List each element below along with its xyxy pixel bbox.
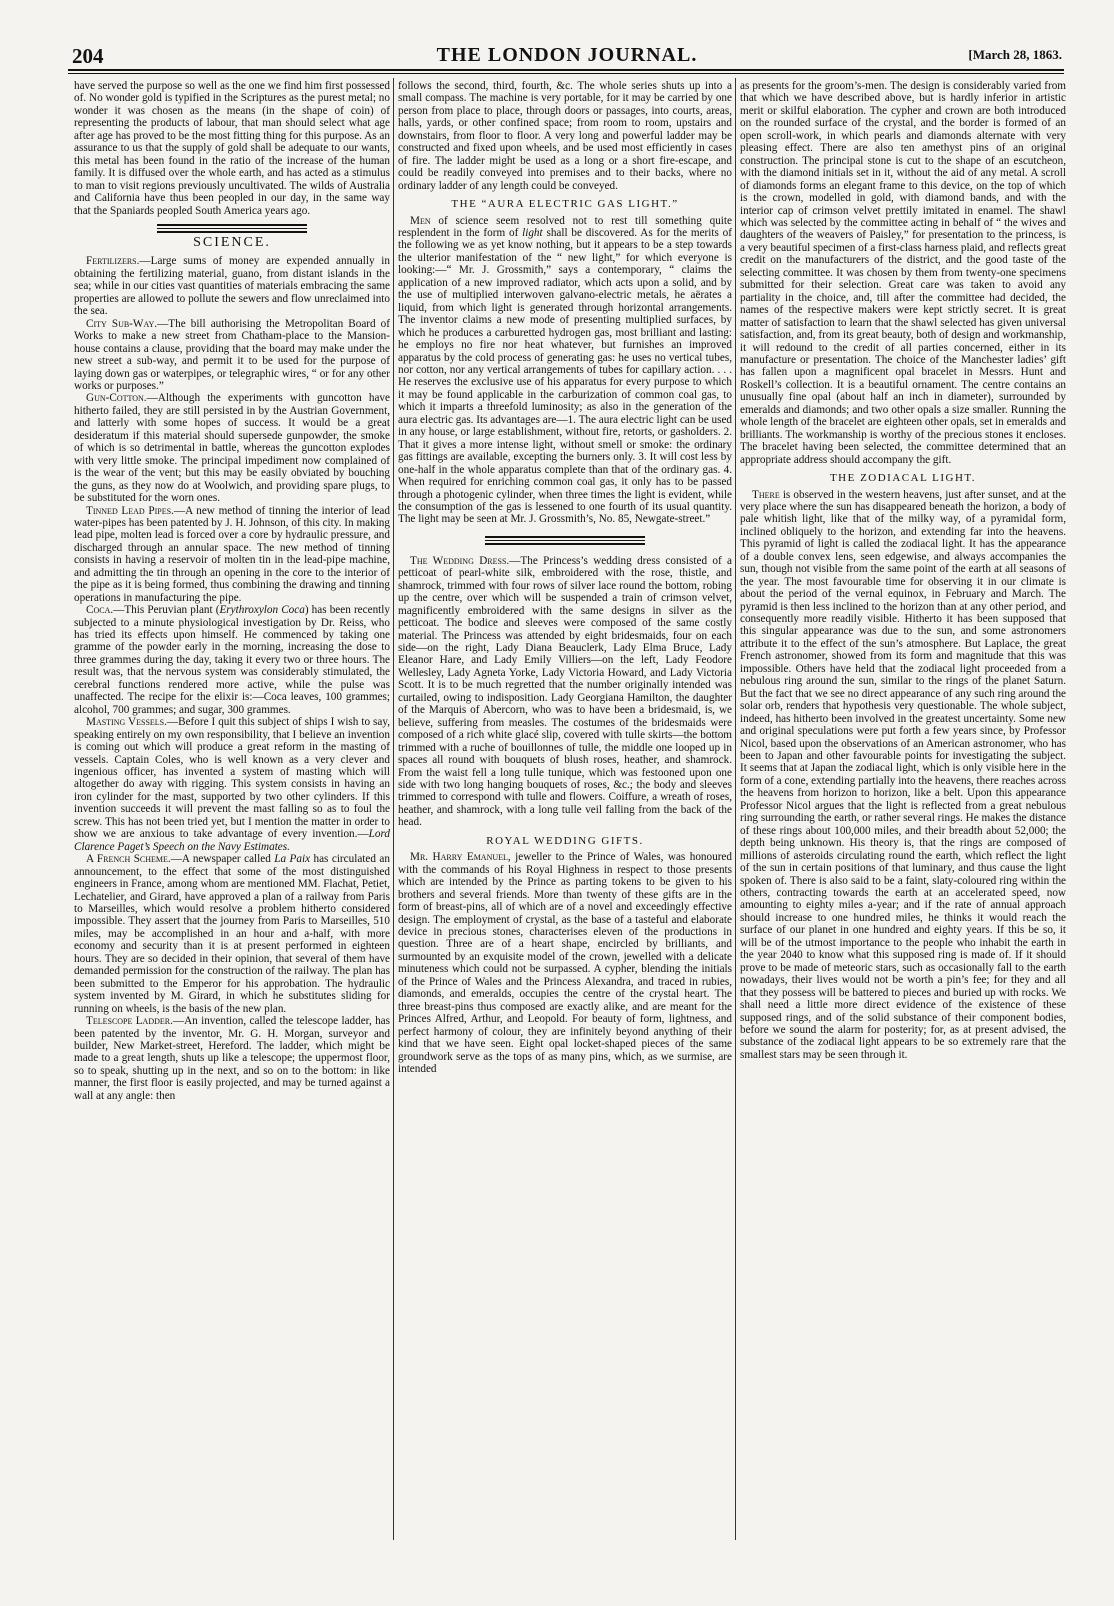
issue-date: [March 28, 1863. (968, 47, 1062, 62)
column-divider (735, 78, 736, 1540)
gold-article-continuation: have served the purpose so well as the one we find him first possessed of. No wonder gold is typified in the Scriptures as the purest metal; no wonder it was chosen as the means (in the shape of coin) of representing the products of labour, that man should select what age after age has proved to be the most fitting thing for this purpose. As an assurance to us that the supply of gold shall be adequate to our wants, this metal has been found in the ratio of the increase of the human family. It is diffused over the whole earth, and has acted as a stimulus to man to visit regions previously uncultivated. The wilds of Australia and California have thus been peopled in our day, in the same way that the Spaniards peopled South America years ago. (74, 80, 390, 217)
gifts-heading: ROYAL WEDDING GIFTS. (486, 834, 644, 847)
section-ornament-rule (485, 536, 645, 545)
subway-paragraph: City Sub-Way.—The bill authorising the Metropolitan Board of Works to make a new street from Chatham-place to the Mansion-house contains a clause, providing that the board may make under the new street a sub-way, and permit it to be used for the purpose of laying down gas or waterpipes, or telegraphic wires, “ or for any other works or purposes.” (74, 317, 390, 392)
science-heading: SCIENCE. (193, 234, 271, 250)
gifts-paragraph: Mr. Harry Emanuel, jeweller to the Prince of Wales, was honoured with the commands of his Royal Highness in respect to those presents which are intended by the Prince as parting tokens to be given to his brothers and several friends. More than twenty of these gifts are in the form of breast-pins, all of which are of a novel and exceedingly effective design. The employment of crystal, as the base of a tasteful and elaborate device in precious stones, characterises eleven of the productions in question. Three are of a heart shape, encircled by brilliants, and surmounted by an exquisite model of the crown, jewelled with a delicate minuteness which could not be surpassed. A cypher, blending the initials of the Prince of Wales and the Princess Alexandra, and traced in rubies, diamonds, and emeralds, occupies the centre of the crystal heart. The three breast-pins thus composed are exactly alike, and are meant for the Princes Alfred, Arthur, and Leopold. For beauty of form, lightness, and perfect harmony of colour, they are infinitely beyond anything of their kind that we have seen. Eight opal locket-shaped pieces of the same groundwork serve as the tops of as many pins, which, as we surmise, are intended (398, 851, 732, 1075)
header-rule-thin (68, 73, 1064, 74)
page-header (72, 44, 1062, 68)
column-2 (398, 80, 732, 1540)
zodiacal-heading: THE ZODIACAL LIGHT. (829, 472, 977, 485)
telescope-ladder-paragraph: Telescope Ladder.—An invention, called the telescope ladder, has been patented by the inventor, Mr. G. H. Morgan, surveyor and builder, New Market-street, Hereford. The ladder, which might be made to a great length, shuts up like a telescope; the uppermost floor, so to speak, shutting up in the next, and so on to the bottom: in like manner, the first floor is easily projected, and may be turned against a wall at any angle: then (74, 1015, 390, 1102)
french-scheme-paragraph: A French Scheme.—A newspaper called La Paix has circulated an announcement, to the effect that some of the most distinguished engineers in France, among whom are mentioned MM. Flachat, Petiet, Lechatelier, and Girard, have approved a plan of a railway from Paris to Marseilles, which would resolve a problem hitherto considered impossible. They assert that the journey from Paris to Marseilles, 510 miles, may be accomplished in an hour and a-half, with more economy and security than it is at present performed in eighteen hours. They are so decided in their opinion, that several of them have demanded permission for the construction of the railway. The plan has been submitted to the Emperor for his approbation. The hydraulic system invented by M. Girard, in which he substitutes sliding for running on wheels, is the basis of the new plan. (74, 853, 390, 1015)
fertilizers-paragraph: Fertilizers.—Large sums of money are expended annually in obtaining the fertilizing material, guano, from distant islands in the sea; while in our cities vast quantities of materials embracing the same properties are allowed to pollute the sewers and flow unreclaimed into the sea. (74, 255, 390, 318)
masting-paragraph: Masting Vessels.—Before I quit this subject of ships I wish to say, speaking entirely on my own responsibility, that I believe an invention is coming out which will produce a great reform in the masting of vessels. Captain Coles, who is well known as a very clever and ingenious officer, has invented a system of masting which will altogether do away with rigging. This system consists in having an iron cylinder for the mast, supported by two other cylinders. If this invention succeeds it will prevent the mast falling so as to foul the screw. This has not been tried yet, but I mention the matter in order to show we are anxious to take advantage of every invention.—Lord Clarence Paget’s Speech on the Navy Estimates. (74, 716, 390, 853)
section-ornament-rule (157, 224, 307, 233)
aura-heading: THE “AURA ELECTRIC GAS LIGHT.” (451, 198, 679, 211)
coca-paragraph: Coca.—This Peruvian plant (Erythroxylon Coca) has been recently subjected to a minute physiological investigation by Dr. Reiss, who has tried its effects upon himself. He commenced by taking one gramme of the powder early in the morning, increasing the dose to three grammes during the day, taking it every two or three hours. The result was, that the nervous system was considerably stimulated, the cerebral functions rendered more active, while the pulse was unaffected. The recipe for the elixir is:—Coca leaves, 100 grammes; alcohol, 700 grammes; and sugar, 300 grammes. (74, 604, 390, 716)
telescope-ladder-continuation: follows the second, third, fourth, &c. The whole series shuts up into a small compass. The machine is very portable, for it may be carried by one person from place to place, through doors or passages, into courts, areas, halls, yards, or other confined space; from room to room, upstairs and downstairs, from floor to floor. A very long and powerful ladder may be constructed and fixed upon wheels, and be used most efficiently in cases of fire. The ladder might be used as a long or a short fire-escape, and could be readily conveyed into premises and to their backs, where no ordinary ladder of any length could be conveyed. (398, 80, 732, 192)
journal-title: THE LONDON JOURNAL. (436, 44, 698, 66)
aura-paragraph: Men of science seem resolved not to rest till something quite resplendent in the form of light shall be discovered. As for the merits of the following we as yet know nothing, but it appears to be a step towards the ulterior manifestation of the “ new light,” for which everyone is looking:—“ Mr. J. Grossmith,” says a contemporary, “ claims the application of a new improved radiator, which acts upon a solid, and by the use of multiplied interwoven galvano-electric metals, he aërates a liquid, from which light is generated through horizontal arrangements. The inventor claims a new mode of presenting multiplied surfaces, by which he produces a carburetted hydrogen gas, most brilliant and lasting: he employs no fire nor heat whatever, but furnishes an improved apparatus by the cold process of generating gas: he uses no vertical tubes, nor cotton, nor any vertical arrangements of tubes for capillary action. . . . He reserves the exclusive use of his apparatus for every purpose to which it may be found applicable in the carburization of common coal gas, to which it imparts a threefold luminosity; as also in the generation of the aura electric gas. Its advantages are—1. The aura electric light can be used in any house, or large establishment, without fire, retorts, or gasholders. 2. That it gives a more intense light, without smell or smoke: the ordinary gas fittings are available, excepting the burners only. 3. It will cost less by one-half in the whole apparatus complete than that of the ordinary gas. 4. When required for enriching common coal gas, it only has to be passed through a photogenic cylinder, when three times the light is evident, while the consumption of the gas is lessened to one fourth of its usual quantity. The light may be seen at Mr. J. Grossmith’s, No. 85, Newgate-street.” (398, 214, 732, 526)
column-1 (74, 80, 390, 1540)
wedding-dress-paragraph: The Wedding Dress.—The Princess’s wedding dress consisted of a petticoat of pearl-white silk, embroidered with the rose, thistle, and shamrock, trimmed with four rows of silver lace round the bottom, robing up the centre, over which will be suspended a train of crimson velvet, magnificently embroidered with the same designs in silver as the petticoat. The bodice and sleeves were composed of the same costly material. The Princess was attended by eight bridesmaids, four on each side—on the right, Lady Diana Beauclerk, Lady Elma Bruce, Lady Eleanor Hare, and Lady Emily Villiers—on the left, Lady Feodore Wellesley, Lady Agneta Yorke, Lady Victoria Howard, and Lady Victoria Scott. It is to be much regretted that the number originally intended was curtailed, owing to indisposition. Lady Georgiana Hamilton, the daughter of the Marquis of Abercorn, who was to have been a bridesmaid, is, we believe, suffering from measles. The costumes of the bridesmaids were composed of a rich white glacé slip, covered with tulle skirts—the bottom trimmed with a ruche of bouillonnes of tulle, the middle one looped up in spaces all round with bouquets of blush roses, heather, and shamrock. From the waist fell a long tulle tunique, which was festooned upon one side with two long hanging bouquets of roses, &c.; the body and sleeves trimmed to correspond with tulle and flowers. Coiffure, a wreath of roses, heather, and shamrock, with a long tulle veil falling from the back of the head. (398, 554, 732, 829)
header-rule-thick (68, 69, 1064, 71)
column-divider (393, 78, 394, 1540)
guncotton-paragraph: Gun-Cotton.—Although the experiments with guncotton have hitherto failed, they are still persisted in by the Austrian Government, and latterly with some hopes of success. It would be a great desideratum if this material should supersede gunpowder, the smoke of which is so detrimental in battle, whereas the guncotton explodes with very little smoke. The principal impediment now complained of is the wear of the vent; but this may be easily obviated by bouching the guns, as they now do at Woolwich, and providing spare plugs, to be substituted for the worn ones. (74, 392, 390, 505)
page-number: 204 (72, 44, 104, 68)
gifts-continuation: as presents for the groom’s-men. The design is considerably varied from that which we have described above, but is hardly inferior in artistic merit or skilful elaboration. The cypher and crown are both introduced on the rounded surface of the crystal, and the border is formed of an open scroll-work, in which pearls and diamonds alternate with very pleasing effect. There are also ten amethyst pins of an original construction. The principal stone is cut to the shape of an escutcheon, with the diamond initials set in it, without the aid of any metal. A scroll of diamonds forms an elegant frame to this device, on the top of which is the crown, modelled in gold, with diamond bands, and with the interior cap of crimson velvet prettily imitated in enamel. The shawl which was selected by the committee acting in behalf of “ the wives and daughters of the weavers of Paisley,” for presentation to the princess, is a very beautiful specimen of a first-class harness plaid, and reflects great credit on the manufacturers of the district, and the good taste of the selecting committee. It was chosen by them from twenty-one specimens submitted for their selection. Great care was taken to avoid any partiality in the choice, and, till after the committee had decided, the names of the respective makers were kept strictly secret. It is great matter of satisfaction to learn that the shawl selected has given universal satisfaction, and, from its great beauty, both of design and workmanship, it will redound to the credit of all parties concerned, either in its manufacture or presentation. The choice of the Manchester ladies’ gift has fallen upon a magnificent opal bracelet in Messrs. Hunt and Roskell’s collection. It is a beautiful ornament. The centre contains an unusually fine opal (about half an inch in diameter), surrounded by emeralds and diamonds; and two other opals a size smaller. Running the whole length of the bracelet are eighteen other opals, set in emeralds and brilliants. The workmanship is worthy of the precious stones it encloses. The bracelet having been selected, the committee determined that an appropriate address should accompany the gift. (740, 80, 1066, 466)
tinned-pipes-paragraph: Tinned Lead Pipes.—A new method of tinning the interior of lead water-pipes has been patented by J. H. Johnson, of this city. In making lead pipe, molten lead is forced over a core by hydraulic pressure, and discharged through an annular space. The new method of tinning consists in having a reservoir of molten tin in the lead-pipe machine, and admitting the tin through an opening in the core to the interior of the pipe as it is being formed, thus combining the drawing and tinning operations in manufacturing the pipe. (74, 504, 390, 604)
column-3 (740, 80, 1066, 1540)
zodiacal-paragraph: There is observed in the western heavens, just after sunset, and at the very place where the sun has disappeared beneath the horizon, a body of pale whitish light, like that of the milky way, of a pyramidal form, inclined obliquely to the horizon, and extending far into the heavens. This pyramid of light is called the zodiacal light. It has the appearance of a double convex lens, seen edgewise, and always accompanies the sun, though not visible from the same point of the earth at all seasons of the year. The most favourable time for observing it in our climate is about the period of the vernal equinox, in February and March. The pyramid is then less inclined to the horizon than at any other period, and consequently more readily visible. Hitherto it has been supposed that this singular appearance was due to the sun, and some astronomers attribute it to the effect of the sun’s atmosphere. But Laplace, the great French astronomer, showed from its form and magnitude that this was impossible. Others have held that the zodiacal light proceeded from a nebulous ring around the sun, similar to the rings of the planet Saturn. But the fact that we see no direct appearance of any such ring around the solar orb, renders that hypothesis very questionable. The whole subject, indeed, has hitherto been involved in the greatest uncertainty. Some new and original speculations were put forth a few years since, by Professor Nicol, based upon the observations of an American astronomer, who has been to Japan and other favourable points for investigating the subject. It seems that at Japan the zodiacal light, which is only visible here in the form of a cone, extending partially into the heavens, there reaches across the heavens from horizon to horizon, like a belt. Upon this appearance Professor Nicol argues that the light is reflected from a great nebulous ring surrounding the earth, or rather several rings. He makes the distance of these rings about 100,000 miles, and their breadth about 52,000; the depth being unknown. His theory is, that the rings are composed of millions of asteroids circulating round the earth, which reflect the light of the sun in certain positions of that luminary, and thus cause the light spoken of. There is also said to be a faint, slaty-coloured ring within the others, contracting towards the earth at an accelerated speed, now amounting to eighty miles a-year; and if the rate of annual approach should increase to one hundred miles, he thinks it would reach the surface of our planet in one hundred and eighty years. If this be so, it will be of the utmost importance to the people who inhabit the earth in the year 2040 to know what this supposed ring is made of. If it should prove to be made of meteoric stars, such as occasionally fall to the earth nowadays, their lives would not be worth a pin’s fee; for they and all that they possess will be battered to pieces and buried up with rocks. We shall need a little more direct evidence of the existence of these supposed rings, and of the solid substance of their component bodies, before we sound the alarm for posterity; for, as at present advised, the substance of the zodiacal light appears to be so extremely rare that the smallest stars may be seen through it. (740, 488, 1066, 1061)
